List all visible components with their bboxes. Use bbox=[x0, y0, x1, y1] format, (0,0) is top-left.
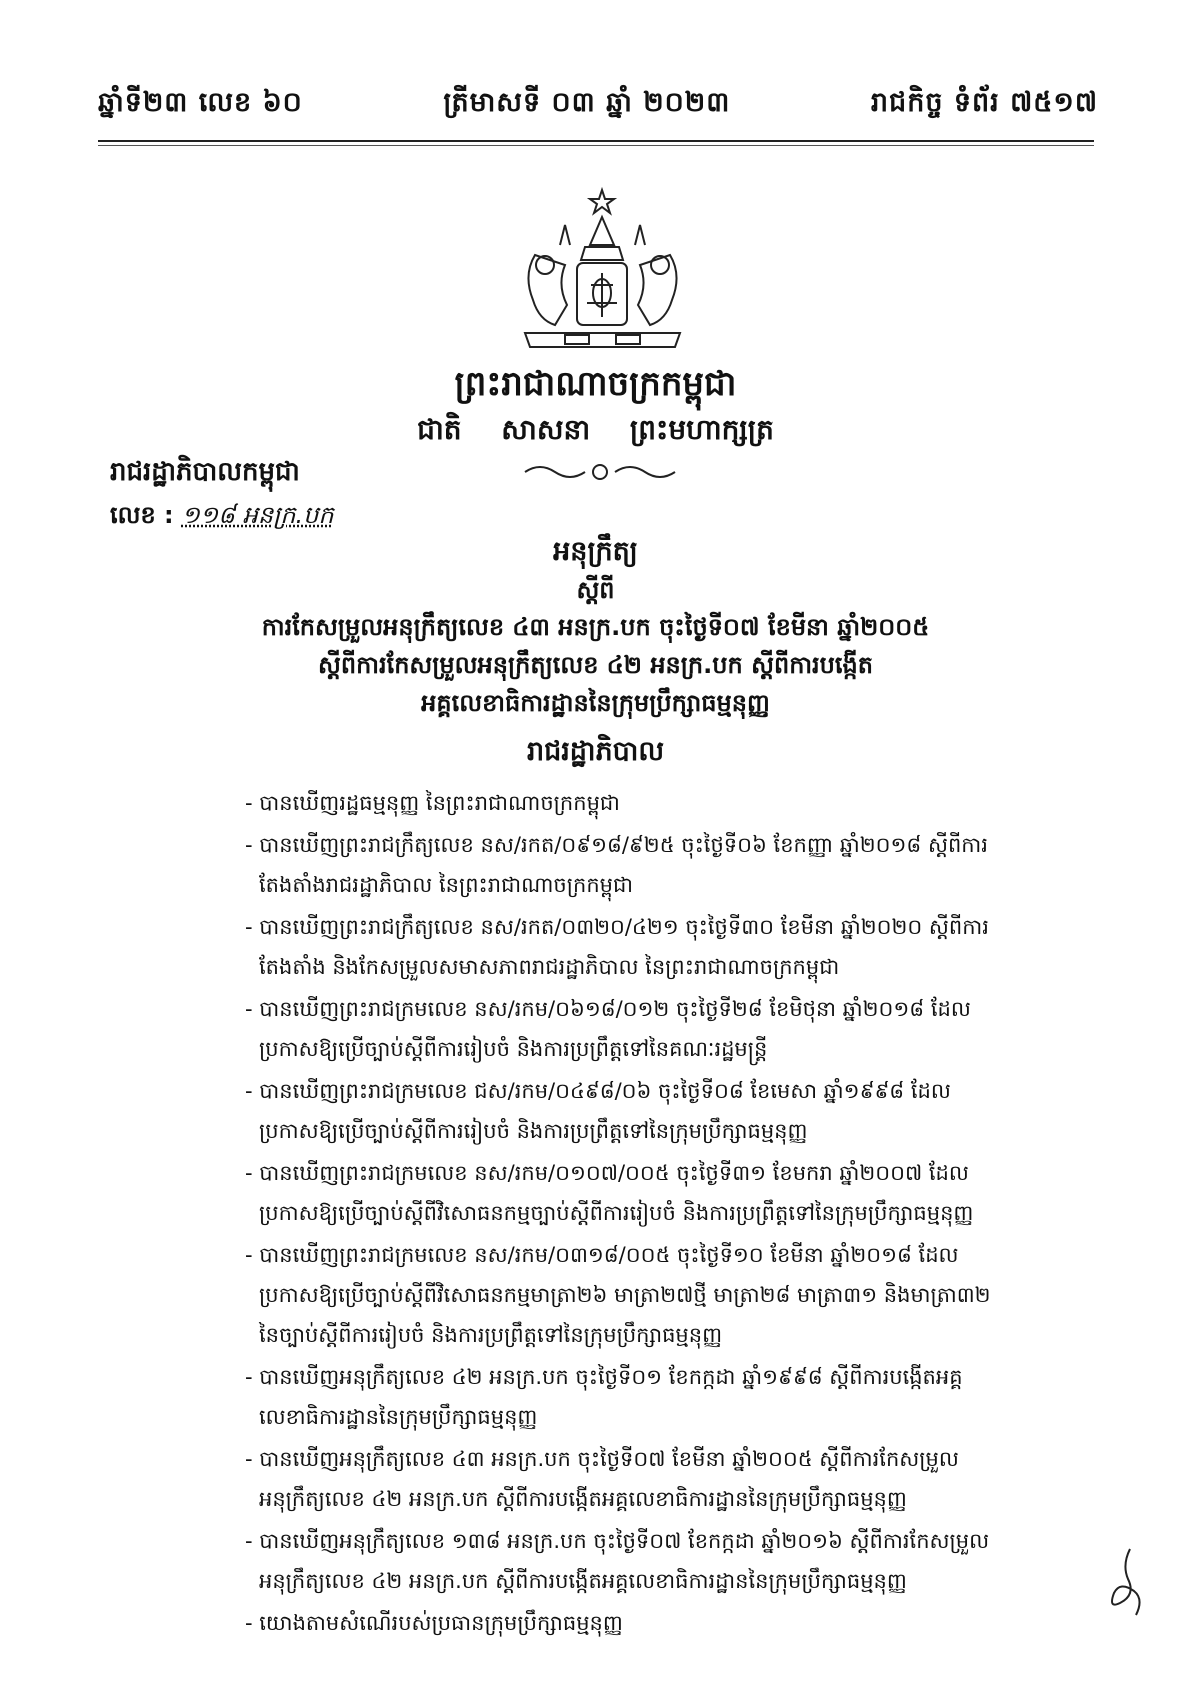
preamble-item: - បានឃើញព្រះរាជក្រឹត្យលេខ នស/រកត/០៩១៨/៩២៥ ចុះថ្ងៃទី០៦ ខែកញ្ញា ឆ្នាំ២០១៨ ស្តីពីការតែងតាំងរាជរដ្ឋាភិបាល នៃព្រះរាជាណាចក្រកម្ពុជា bbox=[245, 825, 1015, 905]
kingdom-motto: ជាតិ សាសនា ព្រះមហាក្សត្រ bbox=[417, 413, 774, 446]
document-title-line-3: អគ្គលេខាធិការដ្ឋាននៃក្រុមប្រឹក្សាធម្មនុញ្ញ bbox=[421, 689, 770, 717]
preamble-item: - បានឃើញរដ្ឋធម្មនុញ្ញ នៃព្រះរាជាណាចក្រកម្ពុជា bbox=[245, 783, 1015, 823]
preamble-item: - យោងតាមសំណើរបស់ប្រធានក្រុមប្រឹក្សាធម្មនុញ្ញ bbox=[245, 1603, 1015, 1643]
preamble-item: - បានឃើញអនុក្រឹត្យលេខ ៤៣ អនក្រ.បក ចុះថ្ងៃទី០៧ ខែមីនា ឆ្នាំ២០០៥ ស្តីពីការកែសម្រួលអនុក្រឹត្យលេខ ៤២ អនក្រ.បក ស្តីពីការបង្កើតអគ្គលេខាធិការដ្ឋាននៃក្រុមប្រឹក្សាធម្មនុញ្ញ bbox=[245, 1439, 1015, 1519]
preamble-item: - បានឃើញព្រះរាជក្រមលេខ ជស/រកម/០៤៩៨/០៦ ចុះថ្ងៃទី០៨ ខែមេសា ឆ្នាំ១៩៩៨ ដែលប្រកាសឱ្យប្រើច្បាប់ស្តីពីការរៀបចំ និងការប្រព្រឹត្តទៅនៃក្រុមប្រឹក្សាធម្មនុញ្ញ bbox=[245, 1071, 1015, 1151]
preamble-list bbox=[245, 783, 1015, 1645]
preamble-item: - បានឃើញព្រះរាជក្រមលេខ នស/រកម/០១០៧/០០៥ ចុះថ្ងៃទី៣១ ខែមករា ឆ្នាំ២០០៧ ដែលប្រកាសឱ្យប្រើច្បាប់ស្តីពីវិសោធនកម្មច្បាប់ស្តីពីការរៀបចំ និងការប្រព្រឹត្តទៅនៃក្រុមប្រឹក្សាធម្មនុញ្ញ bbox=[245, 1153, 1015, 1233]
header-divider bbox=[98, 140, 1094, 142]
issue-date: ត្រីមាសទី ០៣ ឆ្នាំ ២០២៣ bbox=[443, 87, 731, 118]
reference-label: លេខ : bbox=[110, 501, 174, 529]
document-about: ស្តីពី bbox=[576, 576, 615, 604]
preamble-item: - បានឃើញព្រះរាជក្រឹត្យលេខ នស/រកត/០៣២០/៤២១ ចុះថ្ងៃទី៣០ ខែមីនា ឆ្នាំ២០២០ ស្តីពីការតែងតាំង និងកែសម្រួលសមាសភាពរាជរដ្ឋាភិបាល នៃព្រះរាជាណាចក្រកម្ពុជា bbox=[245, 907, 1015, 987]
gazette-header bbox=[98, 86, 1098, 125]
preamble-item: - បានឃើញព្រះរាជក្រមលេខ នស/រកម/០៦១៨/០១២ ចុះថ្ងៃទី២៨ ខែមិថុនា ឆ្នាំ២០១៨ ដែលប្រកាសឱ្យប្រើច្បាប់ស្តីពីការរៀបចំ និងការប្រព្រឹត្តទៅនៃគណៈរដ្ឋមន្ត្រី bbox=[245, 989, 1015, 1069]
document-type: អនុក្រឹត្យ bbox=[553, 536, 638, 567]
preamble-item: - បានឃើញអនុក្រឹត្យលេខ ៤២ អនក្រ.បក ចុះថ្ងៃទី០១ ខែកក្កដា ឆ្នាំ១៩៩៨ ស្តីពីការបង្កើតអគ្គលេខាធិការដ្ឋាននៃក្រុមប្រឹក្សាធម្មនុញ្ញ bbox=[245, 1357, 1015, 1437]
page-number: រាជកិច្ច ទំព័រ ៧៥១៧ bbox=[870, 87, 1098, 118]
header-divider-thin bbox=[98, 145, 1094, 146]
ornament-divider-icon bbox=[520, 460, 680, 484]
issuing-government: រាជរដ្ឋាភិបាលកម្ពុជា bbox=[110, 457, 300, 487]
document-title-line-1: ការកែសម្រួលអនុក្រឹត្យលេខ ៤៣ អនក្រ.បក ចុះថ្ងៃទី០៧ ខែមីនា ឆ្នាំ២០០៥ bbox=[261, 613, 930, 641]
issue-number: ឆ្នាំទី២៣ លេខ ៦០ bbox=[98, 87, 303, 118]
document-title-line-2: ស្តីពីការកែសម្រួលអនុក្រឹត្យលេខ ៤២ អនក្រ.បក ស្តីពីការបង្កើត bbox=[318, 651, 873, 679]
kingdom-name: ព្រះរាជាណាចក្រកម្ពុជា bbox=[454, 364, 737, 404]
royal-coat-of-arms-icon bbox=[505, 185, 700, 355]
signature-initial-icon bbox=[1100, 1545, 1150, 1620]
preamble-item: - បានឃើញព្រះរាជក្រមលេខ នស/រកម/០៣១៨/០០៥ ចុះថ្ងៃទី១០ ខែមីនា ឆ្នាំ២០១៨ ដែលប្រកាសឱ្យប្រើច្បាប់ស្តីពីវិសោធនកម្មមាត្រា២៦ មាត្រា២៧ថ្មី មាត្រា២៨ មាត្រា៣១ និងមាត្រា៣២ នៃច្បាប់ស្តីពីការរៀបចំ និងការប្រព្រឹត្តទៅនៃក្រុមប្រឹក្សាធម្មនុញ្ញ bbox=[245, 1235, 1015, 1355]
reference-number bbox=[110, 500, 334, 535]
issuer-heading: រាជរដ្ឋាភិបាល bbox=[526, 736, 665, 767]
reference-value: ១១៨ អនក្រ.បក bbox=[181, 501, 334, 529]
preamble-item: - បានឃើញអនុក្រឹត្យលេខ ១៣៨ អនក្រ.បក ចុះថ្ងៃទី០៧ ខែកក្កដា ឆ្នាំ២០១៦ ស្តីពីការកែសម្រួលអនុក្រឹត្យលេខ ៤២ អនក្រ.បក ស្តីពីការបង្កើតអគ្គលេខាធិការដ្ឋាននៃក្រុមប្រឹក្សាធម្មនុញ្ញ bbox=[245, 1521, 1015, 1601]
